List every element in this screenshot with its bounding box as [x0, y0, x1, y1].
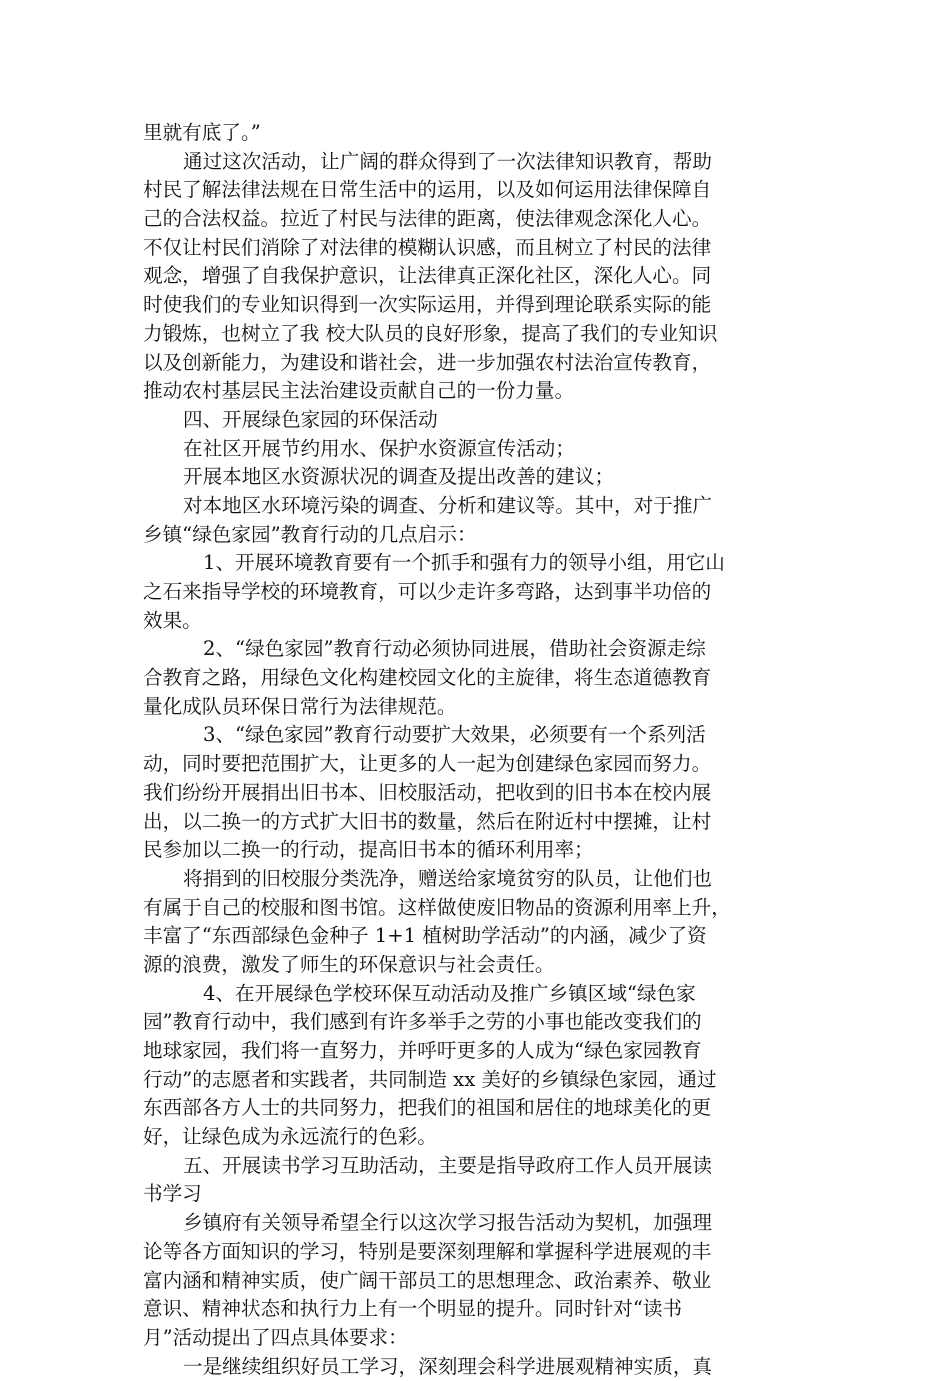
text-line: 意识、精神状态和执行力上有一个明显的提升。同时针对“读书 — [143, 1297, 683, 1321]
text-line: 量化成队员环保日常行为法律规范。 — [143, 694, 457, 718]
text-line: 村民了解法律法规在日常生活中的运用，以及如何运用法律保障自 — [143, 178, 712, 202]
text-line: 四、开展绿色家园的环保活动 — [183, 407, 438, 431]
text-line: 行动”的志愿者和实践者，共同制造 xx 美好的乡镇绿色家园，通过 — [143, 1067, 717, 1091]
text-line: 论等各方面知识的学习，特别是要深刻理解和掌握科学进展观的丰 — [143, 1239, 712, 1263]
text-line: 之石来指导学校的环境教育，可以少走许多弯路，达到事半功倍的 — [143, 580, 712, 603]
text-line: 观念，增强了自我保护意识，让法律真正深化社区，深化人心。同 — [143, 264, 712, 288]
text-line: 五、开展读书学习互助活动，主要是指导政府工作人员开展读 — [183, 1153, 713, 1177]
text-line: 园”教育行动中，我们感到有许多举手之劳的小事也能改变我们的 — [143, 1010, 702, 1034]
text-line: 富内涵和精神实质，使广阔干部员工的思想理念、政治素养、敬业 — [143, 1268, 712, 1292]
text-line: 不仅让村民们消除了对法律的模糊认识感，而且树立了村民的法律 — [143, 235, 712, 259]
text-line: 东西部各方人士的共同努力，把我们的祖国和居住的地球美化的更 — [143, 1096, 712, 1120]
text-line: 时使我们的专业知识得到一次实际运用，并得到理论联系实际的能 — [143, 293, 712, 317]
text-line: 将捐到的旧校服分类洗净，赠送给家境贫穷的队员，让他们也 — [183, 866, 713, 890]
text-line: 4、在开展绿色学校环保互动活动及推广乡镇区域“绿色家 — [203, 981, 696, 1005]
text-line: 丰富了“东西部绿色金种子 1+1 植树助学活动”的内涵，减少了资 — [143, 924, 707, 948]
text-line: 里就有底了。” — [143, 121, 261, 144]
text-line: 3、“绿色家园”教育行动要扩大效果，必须要有一个系列活 — [203, 723, 706, 747]
text-line: 对本地区水环境污染的调查、分析和建议等。其中，对于推广 — [183, 493, 713, 517]
text-line: 在社区开展节约用水、保护水资源宣传活动； — [183, 436, 575, 460]
text-line: 书学习 — [143, 1182, 202, 1206]
text-line: 以及创新能力，为建设和谐社会，进一步加强农村法治宣传教育， — [143, 350, 712, 374]
text-line: 有属于自己的校服和图书馆。这样做使废旧物品的资源利用率上升， — [143, 895, 731, 919]
text-line: 出，以二换一的方式扩大旧书的数量，然后在附近村中摆摊，让村 — [143, 809, 712, 833]
text-line: 通过这次活动，让广阔的群众得到了一次法律知识教育，帮助 — [183, 149, 713, 173]
text-line: 效果。 — [143, 608, 202, 632]
text-line: 好，让绿色成为永远流行的色彩。 — [143, 1125, 437, 1149]
text-line: 月”活动提出了四点具体要求： — [143, 1325, 408, 1349]
document-body — [143, 119, 811, 1381]
text-line: 推动农村基层民主法治建设贡献自己的一份力量。 — [143, 379, 575, 403]
text-line: 开展本地区水资源状况的调查及提出改善的建议； — [183, 465, 615, 489]
text-line: 力锻炼，也树立了我 校大队员的良好形象，提高了我们的专业知识 — [143, 321, 718, 345]
text-line: 1、开展环境教育要有一个抓手和强有力的领导小组，用它山 — [203, 551, 725, 575]
text-line: 合教育之路，用绿色文化构建校园文化的主旋律，将生态道德教育 — [143, 666, 712, 690]
text-line: 一是继续组织好员工学习，深刻理会科学进展观精神实质，真 — [183, 1354, 713, 1378]
text-line: 民参加以二换一的行动，提高旧书本的循环利用率； — [143, 838, 594, 862]
text-line: 源的浪费，激发了师生的环保意识与社会责任。 — [143, 952, 555, 976]
text-line: 我们纷纷开展捐出旧书本、旧校服活动，把收到的旧书本在校内展 — [143, 780, 712, 804]
text-line: 乡镇“绿色家园”教育行动的几点启示： — [143, 522, 477, 546]
text-line: 己的合法权益。拉近了村民与法律的距离，使法律观念深化人心。 — [143, 207, 712, 231]
text-line: 动，同时要把范围扩大，让更多的人一起为创建绿色家园而努力。 — [143, 752, 712, 776]
text-line: 2、“绿色家园”教育行动必须协同进展，借助社会资源走综 — [203, 637, 706, 661]
text-line: 地球家园，我们将一直努力，并呼吁更多的人成为“绿色家园教育 — [143, 1039, 702, 1062]
text-line: 乡镇府有关领导希望全行以这次学习报告活动为契机，加强理 — [183, 1211, 713, 1235]
